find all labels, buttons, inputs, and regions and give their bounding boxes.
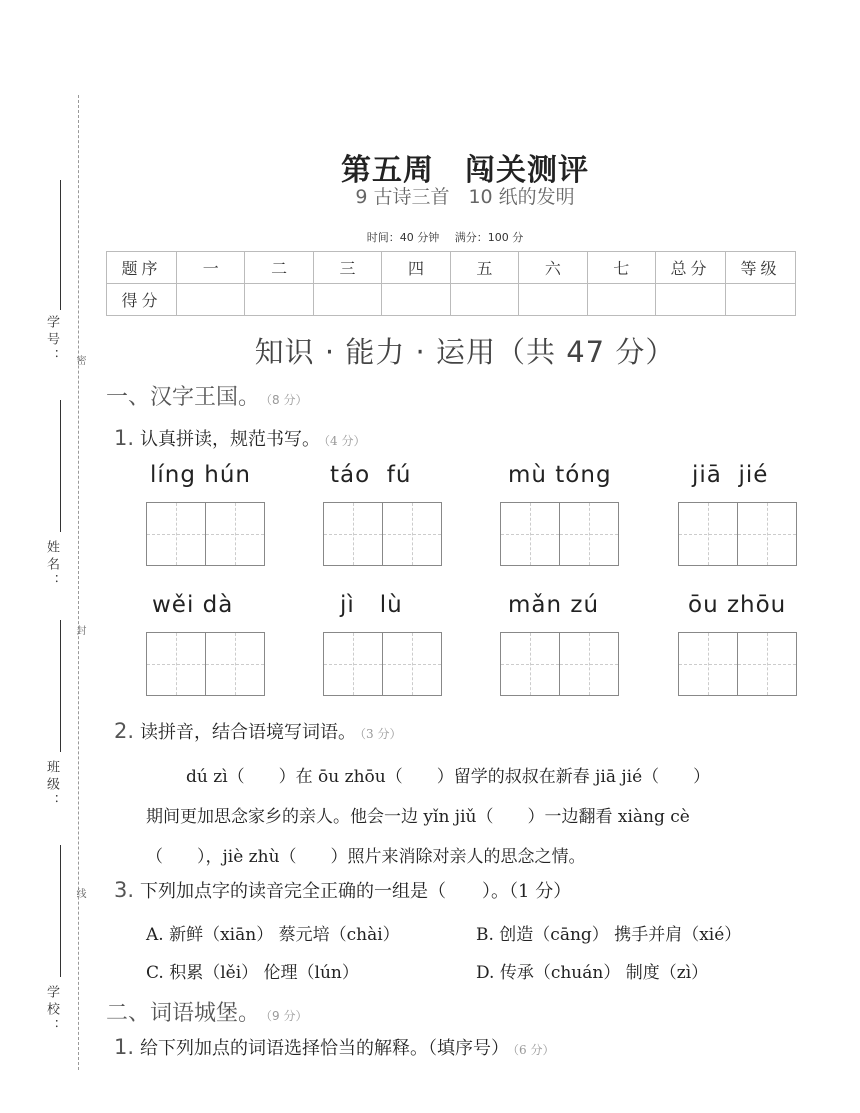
class-label: 班级： bbox=[44, 760, 59, 811]
part2-title: 二、词语城堡。 bbox=[106, 1001, 261, 1026]
score-cell[interactable] bbox=[726, 284, 796, 316]
school-label: 学校： bbox=[44, 985, 59, 1036]
score-cell[interactable] bbox=[313, 284, 381, 316]
pinyin-label: jì lù bbox=[340, 592, 403, 618]
pinyin-label: ōu zhōu bbox=[688, 592, 787, 618]
full-score: 满分：100 分 bbox=[454, 231, 524, 244]
part1-points: （8 分） bbox=[266, 393, 308, 407]
score-cell[interactable] bbox=[519, 284, 587, 316]
question-points: （4 分） bbox=[324, 434, 366, 448]
score-header-cell: 等级 bbox=[726, 252, 796, 284]
part1-heading bbox=[106, 380, 307, 411]
score-table-header-row bbox=[107, 252, 796, 284]
q2-passage-line-3: （ ），jiè zhù（ ）照片来消除对亲人的思念之情。 bbox=[146, 847, 586, 867]
question-points: （6 分） bbox=[513, 1043, 555, 1057]
question-2-1 bbox=[114, 1034, 555, 1060]
cut-mark-seal: 密 bbox=[74, 355, 85, 365]
score-row-label: 得分 bbox=[107, 284, 177, 316]
score-cell[interactable] bbox=[450, 284, 518, 316]
option-c[interactable]: C. 积累（lěi） 伦理（lún） bbox=[146, 963, 359, 983]
question-text: 认真拼读，规范书写。 bbox=[140, 429, 321, 450]
question-1-3 bbox=[114, 877, 571, 903]
question-text: 下列加点字的读音完全正确的一组是（ ）。（1 分） bbox=[140, 881, 572, 902]
question-text: 给下列加点的词语选择恰当的解释。（填序号） bbox=[140, 1038, 510, 1059]
writing-grid[interactable] bbox=[678, 632, 797, 696]
cut-mark-envelope: 封 bbox=[74, 625, 85, 635]
part2-heading bbox=[106, 996, 307, 1027]
option-a[interactable]: A. 新鲜（xiān） 蔡元培（chài） bbox=[146, 925, 400, 945]
student-no-label: 学号： bbox=[44, 315, 59, 366]
writing-grid[interactable] bbox=[323, 632, 442, 696]
option-b[interactable]: B. 创造（cāng） 携手并肩（xié） bbox=[476, 925, 742, 945]
score-table bbox=[106, 251, 796, 316]
score-cell[interactable] bbox=[587, 284, 655, 316]
score-header-cell: 七 bbox=[587, 252, 655, 284]
time-limit: 时间：40 分钟 bbox=[366, 231, 440, 244]
question-1-1 bbox=[114, 425, 366, 451]
pinyin-label: jiā jié bbox=[692, 462, 769, 488]
class-field[interactable] bbox=[60, 620, 61, 752]
question-number: 3. bbox=[114, 878, 135, 902]
question-number: 1. bbox=[114, 1035, 135, 1059]
cut-mark-line: 线 bbox=[74, 888, 85, 898]
question-1-2 bbox=[114, 718, 402, 744]
writing-grid[interactable] bbox=[323, 502, 442, 566]
section-title: 知识 · 能力 · 运用（共 47 分） bbox=[254, 335, 676, 369]
part1-title: 一、汉字王国。 bbox=[106, 385, 261, 410]
score-cell[interactable] bbox=[382, 284, 450, 316]
score-header-cell: 题序 bbox=[107, 252, 177, 284]
score-cell[interactable] bbox=[245, 284, 313, 316]
question-number: 2. bbox=[114, 719, 135, 743]
q2-passage-line-2: 期间更加思念家乡的亲人。他会一边 yǐn jiǔ（ ）一边翻看 xiàng cè bbox=[146, 807, 690, 827]
pinyin-label: táo fú bbox=[330, 462, 412, 488]
score-header-cell: 二 bbox=[245, 252, 313, 284]
score-header-cell: 总分 bbox=[656, 252, 726, 284]
writing-grid[interactable] bbox=[500, 502, 619, 566]
question-number: 1. bbox=[114, 426, 135, 450]
score-header-cell: 五 bbox=[450, 252, 518, 284]
score-header-cell: 三 bbox=[313, 252, 381, 284]
question-points: （3 分） bbox=[360, 727, 402, 741]
writing-grid[interactable] bbox=[500, 632, 619, 696]
school-field[interactable] bbox=[60, 845, 61, 977]
name-field[interactable] bbox=[60, 400, 61, 532]
pinyin-label: líng hún bbox=[150, 462, 251, 488]
pinyin-label: wěi dà bbox=[152, 592, 234, 618]
writing-grid[interactable] bbox=[146, 632, 265, 696]
score-header-cell: 六 bbox=[519, 252, 587, 284]
exam-info bbox=[0, 229, 860, 245]
part2-points: （9 分） bbox=[266, 1009, 308, 1023]
option-d[interactable]: D. 传承（chuán） 制度（zì） bbox=[476, 963, 709, 983]
page-title: 第五周 闯关测评 bbox=[341, 153, 589, 188]
page-subtitle: 9 古诗三首 10 纸的发明 bbox=[355, 186, 575, 208]
pinyin-label: mǎn zú bbox=[508, 592, 600, 618]
score-table-score-row bbox=[107, 284, 796, 316]
score-cell[interactable] bbox=[177, 284, 245, 316]
name-label: 姓名： bbox=[44, 540, 59, 591]
score-cell[interactable] bbox=[656, 284, 726, 316]
score-header-cell: 一 bbox=[177, 252, 245, 284]
question-text: 读拼音，结合语境写词语。 bbox=[140, 722, 357, 743]
pinyin-label: mù tóng bbox=[508, 462, 612, 488]
writing-grid[interactable] bbox=[678, 502, 797, 566]
q2-passage-line-1: dú zì（ ）在 ōu zhōu（ ）留学的叔叔在新春 jiā jié（ ） bbox=[186, 767, 711, 787]
score-header-cell: 四 bbox=[382, 252, 450, 284]
writing-grid[interactable] bbox=[146, 502, 265, 566]
